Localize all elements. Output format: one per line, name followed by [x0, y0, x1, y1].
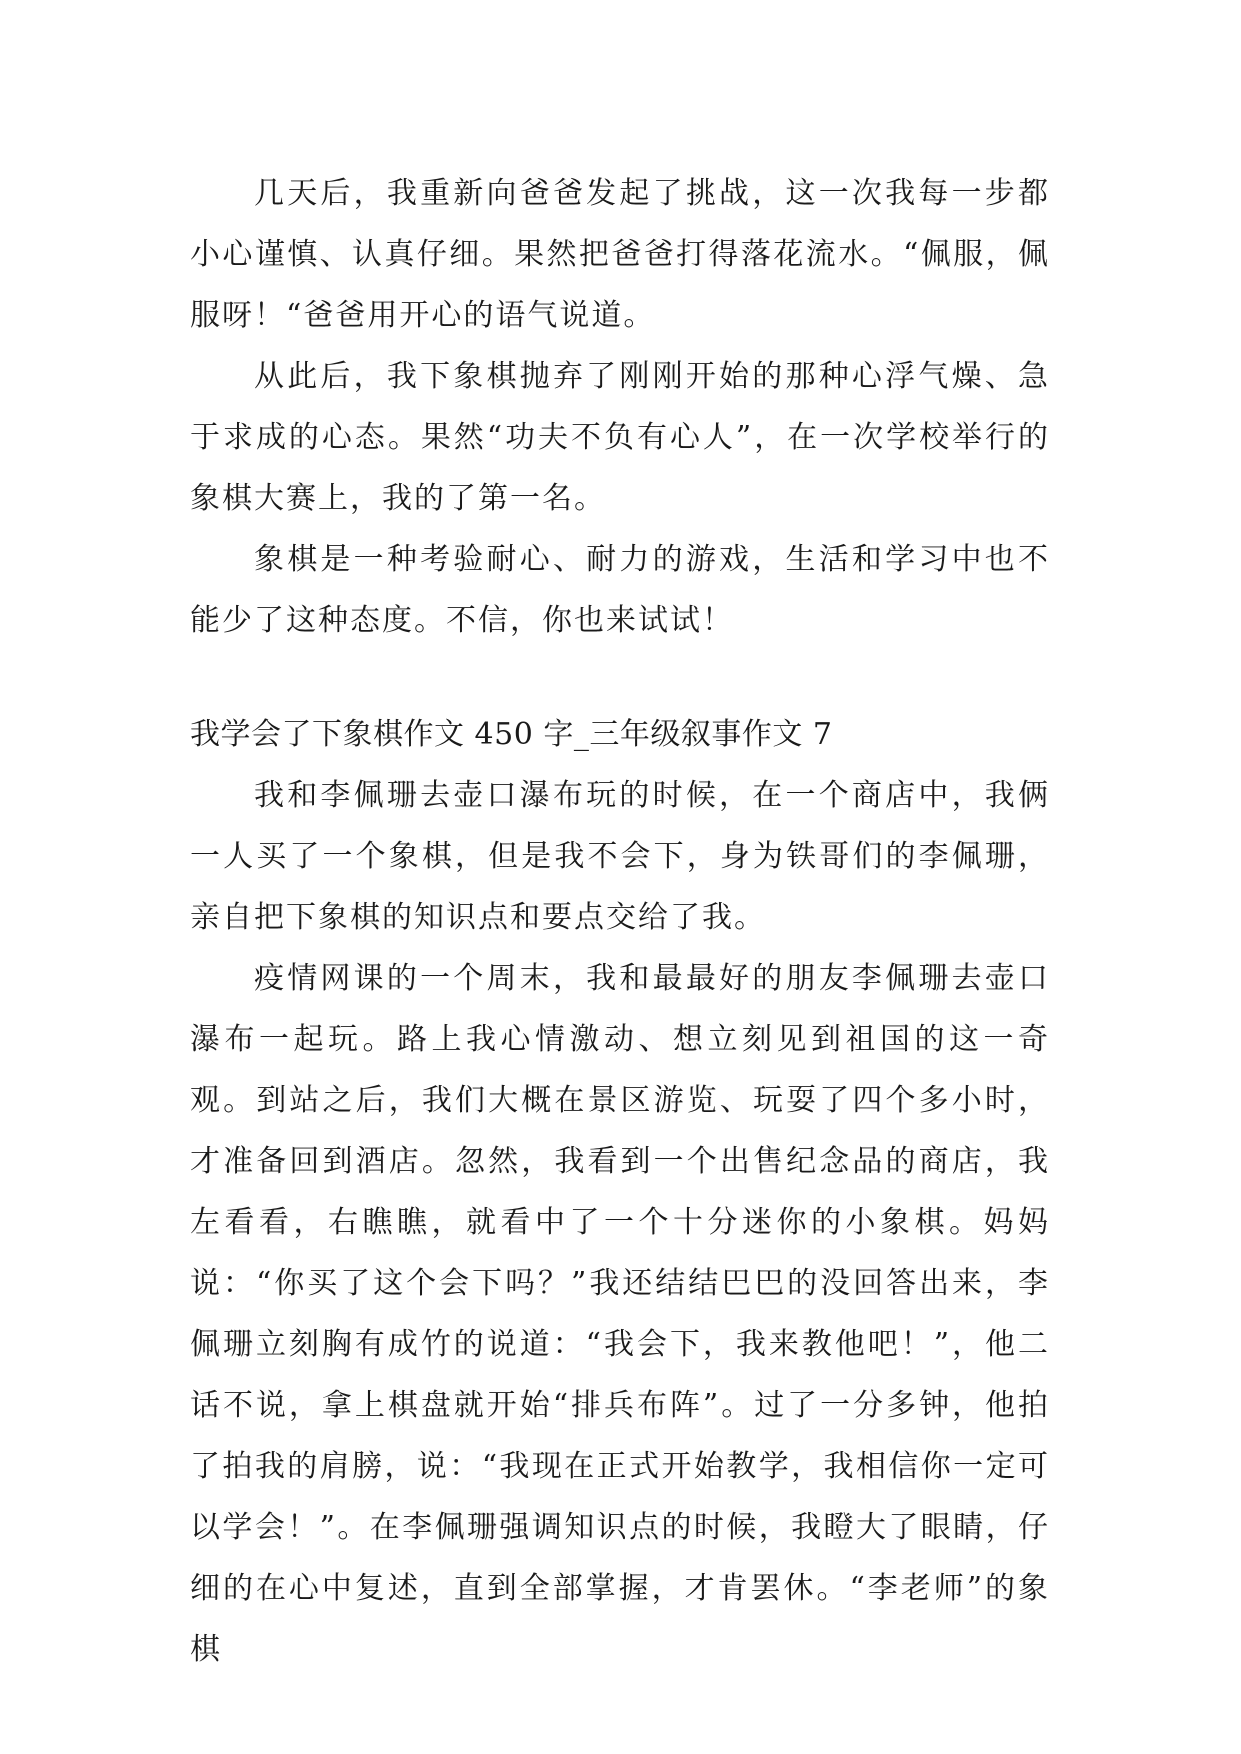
paragraph: 从此后，我下象棋抛弃了刚刚开始的那种心浮气燥、急于求成的心态。果然“功夫不负有心人”，在一次学校举行的象棋大赛上，我的了第一名。 — [190, 359, 1050, 516]
paragraph: 我和李佩珊去壶口瀑布玩的时候，在一个商店中，我俩一人买了一个象棋，但是我不会下，身为铁哥们的李佩珊，亲自把下象棋的知识点和要点交给了我。 — [190, 778, 1050, 935]
document-body — [190, 163, 1050, 1680]
paragraph: 疫情网课的一个周末，我和最最好的朋友李佩珊去壶口瀑布一起玩。路上我心情激动、想立刻见到祖国的这一奇观。到站之后，我们大概在景区游览、玩耍了四个多小时，才准备回到酒店。忽然，我看到一个出售纪念品的商店，我左看看，右瞧瞧，就看中了一个十分迷你的小象棋。妈妈说：“你买了这个会下吗？”我还结结巴巴的没回答出来，李佩珊立刻胸有成竹的说道：“我会下，我来教他吧！”，他二话不说，拿上棋盘就开始“排兵布阵”。过了一分多钟，他拍了拍我的肩膀，说：“我现在正式开始教学，我相信你一定可以学会！”。在李佩珊强调知识点的时候，我瞪大了眼睛，仔细的在心中复述，直到全部掌握，才肯罢休。“李老师”的象棋 — [190, 961, 1050, 1667]
paragraph: 象棋是一种考验耐心、耐力的游戏，生活和学习中也不能少了这种态度。不信，你也来试试！ — [190, 542, 1050, 638]
paragraph: 几天后，我重新向爸爸发起了挑战，这一次我每一步都小心谨慎、认真仔细。果然把爸爸打得落花流水。“佩服，佩服呀！“爸爸用开心的语气说道。 — [190, 176, 1050, 333]
section-title: 我学会了下象棋作文 450 字_三年级叙事作文 7 — [190, 717, 833, 752]
